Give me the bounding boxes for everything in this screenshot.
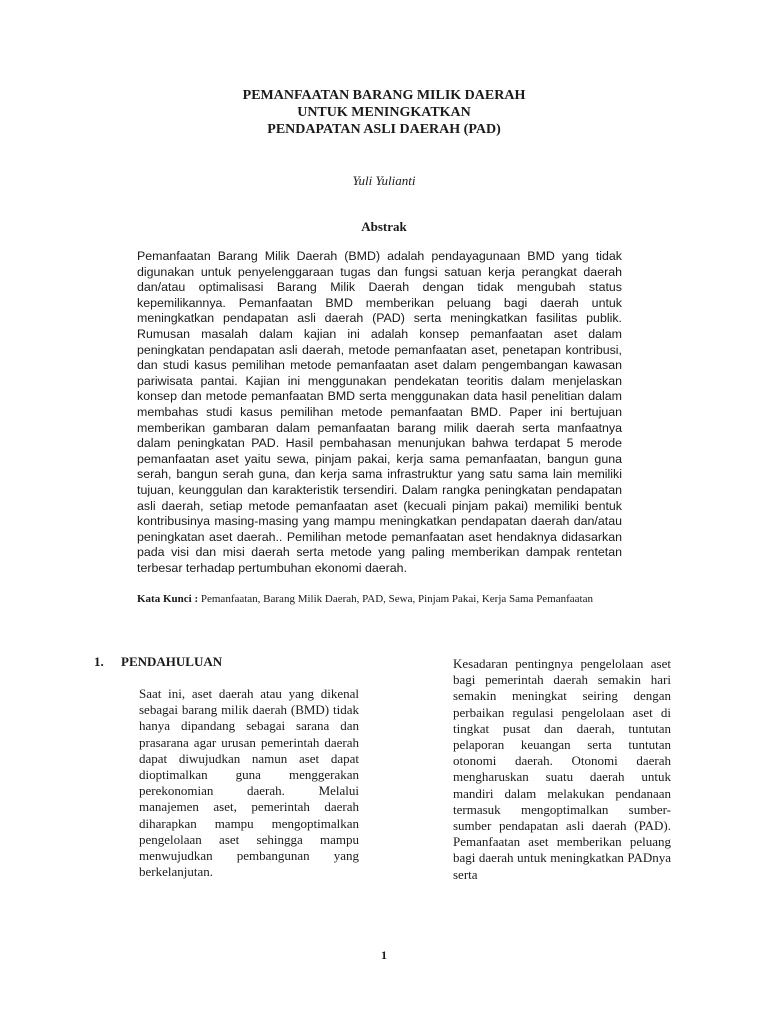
section-heading (94, 654, 222, 670)
author-name: Yuli Yulianti (352, 173, 416, 188)
keywords-text: Pemanfaatan, Barang Milik Daerah, PAD, Sewa, Pinjam Pakai, Kerja Sama Pemanfaatan (198, 593, 593, 605)
abstract-heading: Abstrak (361, 219, 407, 234)
paper-title (0, 87, 768, 138)
title-line-3: PENDAPATAN ASLI DAERAH (PAD) (267, 122, 501, 137)
intro-right-column: Kesadaran pentingnya pengelolaan aset bagi pemerintah daerah semakin hari semakin meningkat seiring dengan perbaikan regulasi pengelolaan aset di tingkat pusat dan daerah, tuntutan pelaporan keuangan serta tuntutan otonomi daerah. Otonomi daerah mengharuskan suatu daerah untuk mandiri dalam melakukan pendanaan termasuk mengoptimalkan sumber-sumber pendapatan asli daerah (PAD). Pemanfaatan aset memberikan peluang bagi daerah untuk meningkatkan PADnya serta (453, 656, 671, 882)
section-title: PENDAHULUAN (121, 654, 223, 669)
intro-left-column: Saat ini, aset daerah atau yang dikenal sebagai barang milik daerah (BMD) tidak hanya dipandang sebagai sarana dan prasarana agar urusan pemerintah daerah dapat diwujudkan namun aset dapat dioptimalkan guna menggerakan perekonomian daerah. Melalui manajemen aset, pemerintah daerah diharapkan mampu mengoptimalkan pengelolaan aset sehingga mampu menwujudkan pembangunan yang berkelanjutan. (139, 686, 359, 880)
page-number: 1 (381, 948, 387, 962)
section-number: 1. (94, 654, 104, 669)
title-line-2: UNTUK MENINGKATKAN (297, 105, 471, 120)
keywords-label: Kata Kunci : (137, 593, 199, 605)
keywords (137, 592, 622, 607)
title-line-1: PEMANFAATAN BARANG MILIK DAERAH (242, 88, 526, 103)
abstract-body: Pemanfaatan Barang Milik Daerah (BMD) adalah pendayagunaan BMD yang tidak digunakan untuk penyelenggaraan tugas dan fungsi satuan kerja perangkat daerah dan/atau optimalisasi Barang Milik Daerah dengan tidak mengubah status kepemilikannya. Pemanfaatan BMD memberikan peluang bagi daerah untuk meningkatkan pendapatan asli daerah (PAD) serta meningkatkan fasilitas publik. Rumusan masalah dalam kajian ini adalah konsep pemanfaatan aset dalam peningkatan pendapatan asli daerah, metode pemanfaatan aset, penetapan kontribusi, dan studi kasus pemilihan metode pemanfaatan aset dalam pengembangan kawasan pariwisata pantai. Kajian ini menggunakan pendekatan teoritis dalam menjelaskan konsep dan metode pemanfaatan BMD serta menggunakan data hasil penelitian dalam membahas studi kasus pemilihan metode pemanfaatan BMD. Paper ini bertujuan memberikan gambaran dalam pemanfaatan barang milik daerah serta manfaatnya dalam peningkatan PAD. Hasil pembahasan menunjukan bahwa terdapat 5 merode pemanfaatan aset yaitu sewa, pinjam pakai, kerja sama pemanfaatan, bangun guna serah, bangun serah guna, dan kerja sama infrastruktur yang satu sama lain memiliki tujuan, keunggulan dan karakteristik tersendiri. Dalam rangka peningkatan pendapatan asli daerah, setiap metode pemanfaatan aset (kecuali pinjam pakai) memiliki bentuk kontribusinya masing-masing yang mampu meningkatkan pendapatan daerah dan/atau peningkatan aset daerah.. Pemilihan metode pemanfaatan aset hendaknya didasarkan pada visi dan misi daerah serta metode yang paling memberikan dampak rentetan terbesar terhadap pertumbuhan ekonomi daerah. (137, 249, 622, 575)
